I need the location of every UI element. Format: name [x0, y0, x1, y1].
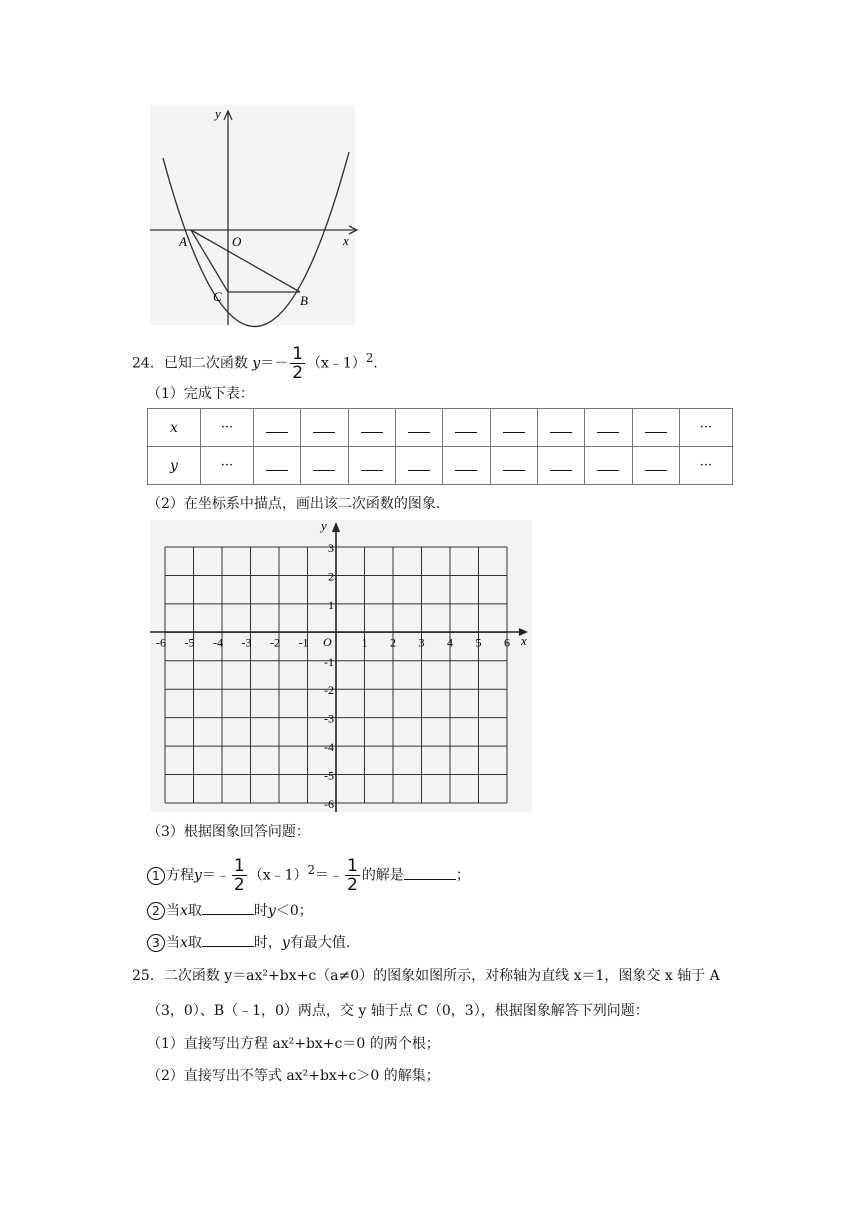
- q24-fraction: [290, 345, 305, 382]
- answer-blank: [266, 418, 288, 433]
- sub1-frac1-den: 2: [233, 875, 245, 896]
- x-tick-label: 3: [418, 635, 425, 650]
- table-cell-x-3[interactable]: [348, 409, 395, 447]
- table-cell-y-3[interactable]: [348, 447, 395, 485]
- answer-blank: [361, 418, 383, 433]
- sub1-text-b: 的解是: [361, 867, 404, 884]
- sub3-text-c: 时，: [253, 935, 282, 951]
- sub1-eq1: ＝﹣: [201, 867, 230, 884]
- q24-sub1: [147, 856, 470, 894]
- table-ellipsis: ···: [680, 447, 733, 485]
- sub1-var-y: y: [194, 867, 202, 884]
- q24-part2: （2）在坐标系中描点，画出该二次函数的图象.: [147, 496, 441, 512]
- sub3-var-y: y: [281, 935, 290, 951]
- answer-blank: [645, 456, 667, 471]
- table-cell-x-5[interactable]: [443, 409, 490, 447]
- table-cell-y-7[interactable]: [537, 447, 584, 485]
- answer-blank: [503, 418, 525, 433]
- y-tick-label: -5: [324, 768, 334, 783]
- sub1-frac1-num: 1: [233, 856, 245, 877]
- grid-background: [150, 520, 532, 812]
- y-tick-label: 2: [328, 569, 334, 584]
- x-tick-label: -2: [270, 635, 280, 650]
- sub2-text-d: ＜0；: [275, 903, 313, 919]
- table-ellipsis: ···: [201, 409, 254, 447]
- answer-blank: [313, 456, 335, 471]
- answer-blank: [361, 456, 383, 471]
- sub2-text-b: 取: [187, 903, 202, 919]
- table-cell-y-1[interactable]: [254, 447, 301, 485]
- table-cell-x-9[interactable]: [632, 409, 679, 447]
- q24-sub2: [147, 900, 313, 921]
- sub2-text-c: 时: [253, 903, 268, 919]
- answer-blank: [550, 418, 572, 433]
- q25-part1: （1）直接写出方程 ax²+bx+c＝0 的两个根；: [147, 1036, 440, 1052]
- graph-label-y: y: [215, 106, 221, 121]
- sub2-text-a: 当: [166, 903, 180, 919]
- sub2-var-x: x: [180, 903, 188, 919]
- table-label-y: y: [148, 447, 201, 485]
- q24-eq: ＝－: [260, 355, 289, 372]
- answer-blank: [313, 418, 335, 433]
- y-tick-label: -6: [324, 797, 334, 811]
- circled-number-3: 3: [147, 934, 165, 952]
- y-tick-label: -3: [324, 711, 334, 726]
- table-cell-x-2[interactable]: [301, 409, 348, 447]
- table-ellipsis: ···: [201, 447, 254, 485]
- table-cell-x-1[interactable]: [254, 409, 301, 447]
- answer-blank: [408, 456, 430, 471]
- y-tick-label: 3: [328, 541, 334, 555]
- answer-blank: [597, 456, 619, 471]
- circled-number-1: 1: [147, 867, 165, 885]
- table-row-x: [148, 409, 733, 447]
- x-tick-label: -4: [213, 635, 223, 650]
- q24-end: .: [373, 355, 378, 372]
- table-cell-y-9[interactable]: [632, 447, 679, 485]
- table-row-y: [148, 447, 733, 485]
- q25-line-2: （3，0）、B（﹣1，0）两点，交 y 轴于点 C（0，3），根据图象解答下列问题：: [147, 1003, 649, 1019]
- sub2-answer-blank[interactable]: [202, 900, 254, 915]
- x-tick-label: 4: [447, 635, 453, 650]
- sub1-text-a: 方程: [166, 867, 194, 884]
- y-tick-label: -4: [324, 740, 334, 755]
- point-label-c: C: [213, 289, 222, 304]
- sub1-sup: 2: [307, 863, 315, 877]
- x-tick-label: 2: [390, 635, 396, 650]
- table-cell-x-6[interactable]: [490, 409, 537, 447]
- q24-number: 24．: [132, 355, 164, 372]
- x-tick-label: -5: [184, 635, 195, 650]
- answer-blank: [645, 418, 667, 433]
- table-ellipsis: ···: [680, 409, 733, 447]
- value-table: [147, 408, 733, 485]
- q24-frac-num: 1: [292, 344, 304, 365]
- answer-blank: [455, 456, 477, 471]
- q24-part1: （1）完成下表：: [147, 386, 254, 402]
- coordinate-grid: [145, 518, 535, 814]
- answer-blank: [550, 456, 572, 471]
- grid-label-y: y: [321, 518, 327, 533]
- table-cell-x-8[interactable]: [585, 409, 632, 447]
- x-tick-label: 1: [361, 635, 368, 650]
- x-tick-label: 5: [475, 635, 482, 650]
- sub1-frac2-den: 2: [346, 875, 358, 896]
- sub1-paren: （x﹣1）: [248, 867, 308, 884]
- sub3-text-d: 有最大值.: [289, 935, 351, 951]
- table-cell-y-8[interactable]: [585, 447, 632, 485]
- point-label-b: B: [300, 293, 308, 308]
- q24-var-y: y: [252, 355, 261, 372]
- q24-part3: （3）根据图象回答问题：: [147, 824, 310, 840]
- q24-sub3: [147, 932, 350, 953]
- grid-origin-label: O: [323, 635, 332, 649]
- y-tick-label: -1: [324, 654, 334, 669]
- sub1-answer-blank[interactable]: [404, 865, 456, 880]
- origin-label: O: [232, 234, 242, 249]
- y-tick-label: 1: [328, 597, 334, 612]
- q24-frac-den: 2: [292, 363, 304, 384]
- table-cell-y-4[interactable]: [395, 447, 442, 485]
- x-tick-label: 6: [504, 635, 510, 650]
- answer-blank: [455, 418, 477, 433]
- sub3-var-x: x: [180, 935, 188, 951]
- sub3-text-a: 当: [166, 935, 180, 951]
- y-tick-label: -2: [324, 683, 334, 698]
- x-tick-label: -1: [298, 635, 309, 650]
- answer-blank: [503, 456, 525, 471]
- q24-stem: [132, 344, 378, 382]
- table-cell-x-7[interactable]: [537, 409, 584, 447]
- q24-paren: （x﹣1）: [307, 355, 366, 372]
- table-cell-y-5[interactable]: [443, 447, 490, 485]
- graph-label-x: x: [343, 233, 349, 248]
- sub1-fraction-2: [345, 857, 360, 894]
- table-cell-y-6[interactable]: [490, 447, 537, 485]
- answer-blank: [266, 456, 288, 471]
- sub2-var-y: y: [267, 903, 276, 919]
- q24-sup: 2: [365, 351, 374, 365]
- x-tick-label: -3: [241, 635, 252, 650]
- point-label-a: A: [179, 234, 187, 249]
- sub1-frac2-num: 1: [346, 856, 358, 877]
- table-cell-y-2[interactable]: [301, 447, 348, 485]
- q25-part2: （2）直接写出不等式 ax²+bx+c＞0 的解集；: [147, 1068, 440, 1084]
- table-cell-x-4[interactable]: [395, 409, 442, 447]
- table-label-x: x: [148, 409, 201, 447]
- q24-stem-prefix: 已知二次函数: [163, 355, 248, 372]
- sub3-answer-blank[interactable]: [202, 932, 254, 947]
- q25-line-1: 25．二次函数 y＝ax²+bx+c（a≠0）的图象如图所示，对称轴为直线 x＝1，图象交 x 轴于 A: [132, 968, 720, 984]
- sub1-eq2: ＝﹣: [314, 867, 343, 884]
- answer-blank: [408, 418, 430, 433]
- answer-blank: [597, 418, 619, 433]
- parabola-figure: [145, 100, 360, 330]
- sub1-fraction-1: [232, 857, 247, 894]
- x-tick-label: -6: [156, 635, 166, 650]
- grid-label-x: x: [521, 633, 527, 648]
- sub1-end: ；: [455, 867, 470, 884]
- circled-number-2: 2: [147, 902, 165, 920]
- sub3-text-b: 取: [187, 935, 202, 951]
